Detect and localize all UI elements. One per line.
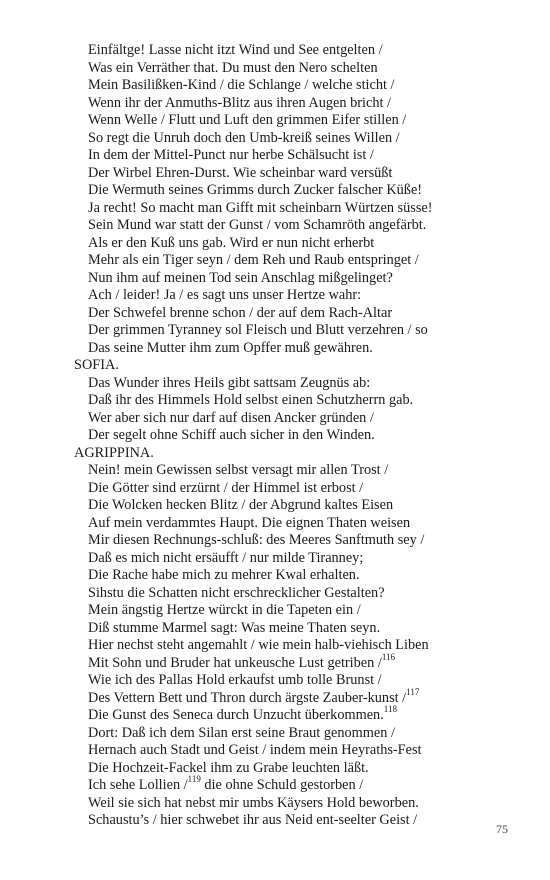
verse-line (74, 375, 524, 393)
verse-line (74, 774, 524, 795)
verse-line (74, 147, 524, 165)
verse-line (74, 637, 524, 655)
verse-line (74, 165, 524, 183)
verse-line (74, 515, 524, 533)
line-text: Das Wunder ihres Heils gibt sattsam Zeugnüs ab: (88, 374, 371, 391)
line-text: Auf mein verdammtes Haupt. Die eignen Thaten weisen (88, 514, 411, 531)
line-text: Nein! mein Gewissen selbst versagt mir allen Trost / (88, 462, 389, 478)
line-text: Wer aber sich nur darf auf disen Ancker gründen / (88, 409, 374, 426)
page-number: 75 (496, 822, 508, 836)
line-text: Der segelt ohne Schiff auch sicher in den Winden. (88, 427, 375, 443)
verse-line (74, 532, 524, 550)
line-text: Mehr als ein Tiger seyn / dem Reh und Raub entspringet / (88, 252, 419, 268)
line-text: Die Gunst des Seneca durch Unzucht überkommen. (88, 707, 384, 723)
line-text: Daß es mich nicht ersäufft / nur milde Tiranney; (88, 549, 364, 566)
footnote-marker: 117 (406, 686, 420, 697)
verse-line (74, 60, 524, 78)
line-text: Wie ich des Pallas Hold erkaufst umb tolle Brunst / (88, 672, 382, 688)
line-text: Der Schwefel brenne schon / der auf dem Rach-Altar (88, 304, 393, 321)
verse-line (74, 130, 524, 148)
verse-line (74, 567, 524, 585)
verse-line (74, 252, 524, 270)
line-text: Des Vettern Bett und Thron durch ärgste Zauber-kunst / (88, 689, 407, 706)
verse-line (74, 340, 524, 358)
line-text: Der grimmen Tyranney sol Fleisch und Blutt verzehren / so (88, 322, 428, 338)
footnote-marker: 119 (187, 774, 201, 785)
verse-line (74, 182, 524, 200)
line-text: Mit Sohn und Bruder hat unkeusche Lust getriben / (88, 654, 382, 671)
line-text: Diß stumme Marmel sagt: Was meine Thaten seyn. (88, 619, 381, 636)
line-text: AGRIPPINA. (74, 444, 154, 461)
line-text: Sihstu die Schatten nicht erschrecklicher Gestalten? (88, 584, 385, 601)
verse-line (74, 497, 524, 515)
footnote-marker: 116 (381, 651, 396, 662)
verse-line (74, 410, 524, 428)
speaker-name (74, 445, 524, 463)
verse-line (74, 322, 524, 340)
verse-line (74, 812, 524, 830)
line-text: Mir diesen Rechnungs-schluß: des Meeres Sanftmuth sey / (88, 532, 425, 548)
verse-line (74, 704, 524, 725)
line-text: Weil sie sich hat nebst mir umbs Käysers Hold beworben. (88, 794, 419, 811)
verse-line (74, 95, 524, 113)
verse-line (74, 760, 524, 778)
line-text: Mein ängstig Hertze würckt in die Tapeten ein / (88, 602, 361, 618)
verse-line (74, 672, 524, 690)
line-text: So regt die Unruh doch den Umb-kreiß seines Willen / (88, 129, 400, 146)
line-text: Sein Mund war statt der Gunst / vom Schamröth angefärbt. (88, 217, 427, 233)
verse-line (74, 742, 524, 760)
line-text: In dem der Mittel-Punct nur herbe Schälsucht ist / (88, 147, 374, 163)
verse-line (74, 217, 524, 235)
line-text: Als er den Kuß uns gab. Wird er nun nicht erherbt (88, 234, 375, 251)
line-text: Die Wermuth seines Grimms durch Zucker falscher Küße! (88, 182, 423, 198)
verse-line (74, 795, 524, 813)
verse-line (74, 77, 524, 95)
verse-line (74, 270, 524, 288)
line-text: Ach / leider! Ja / es sagt uns unser Hertze wahr: (88, 287, 362, 303)
line-text: Daß ihr des Himmels Hold selbst einen Schutzherrn gab. (88, 392, 414, 408)
verse-line (74, 235, 524, 253)
line-text: Der Wirbel Ehren-Durst. Wie scheinbar ward versüßt (88, 164, 393, 181)
footnote-marker: 118 (383, 704, 397, 715)
verse-line (74, 725, 524, 743)
line-text: Schaustu’s / hier schwebet ihr aus Neid ent-seelter Geist / (88, 812, 418, 828)
verse-line (74, 287, 524, 305)
line-text: Dort: Daß ich dem Silan erst seine Braut genommen / (88, 724, 395, 741)
verse-line (74, 686, 524, 708)
verse-line (74, 392, 524, 410)
verse-line (74, 550, 524, 568)
verse-line (74, 427, 524, 445)
line-text: Was ein Verräther that. Du must den Nero schelten (88, 59, 378, 76)
line-text: Ich sehe Lollien / (88, 777, 188, 793)
line-text: Wenn ihr der Anmuths-Blitz aus ihren Augen bricht / (88, 94, 391, 111)
verse-line (74, 602, 524, 620)
line-text: Die Götter sind erzürnt / der Himmel ist erbost / (88, 479, 364, 496)
line-text: Die Wolcken hecken Blitz / der Abgrund kaltes Eisen (88, 497, 394, 513)
line-text: Ja recht! So macht man Gifft mit scheinbarn Würtzen süsse! (88, 199, 433, 216)
verse-line (74, 112, 524, 130)
verse-line (74, 462, 524, 480)
verse-line (74, 200, 524, 218)
line-text: Hernach auch Stadt und Geist / indem mein Heyraths-Fest (88, 742, 422, 758)
verse-line (74, 42, 524, 60)
line-text: Die Rache habe mich zu mehrer Kwal erhalten. (88, 567, 360, 583)
verse-line (74, 480, 524, 498)
verse-line (74, 620, 524, 638)
line-text-continued: die ohne Schuld gestorben / (200, 777, 364, 793)
line-text: SOFIA. (74, 357, 119, 373)
line-text: Einfältge! Lasse nicht itzt Wind und See entgelten / (88, 42, 383, 58)
verse-line (74, 651, 524, 673)
line-text: Mein Basilißken-Kind / die Schlange / welche sticht / (88, 77, 395, 93)
line-text: Nun ihm auf meinen Tod sein Anschlag mißgelinget? (88, 269, 393, 286)
line-text: Wenn Welle / Flutt und Luft den grimmen Eifer stillen / (88, 112, 407, 128)
speaker-name (74, 357, 524, 375)
line-text: Das seine Mutter ihm zum Opffer muß gewähren. (88, 339, 373, 356)
poem-text (74, 42, 524, 830)
line-text: Die Hochzeit-Fackel ihm zu Grabe leuchten läßt. (88, 759, 369, 776)
verse-line (74, 585, 524, 603)
line-text: Hier nechst steht angemahlt / wie mein halb-viehisch Liben (88, 637, 429, 653)
verse-line (74, 305, 524, 323)
